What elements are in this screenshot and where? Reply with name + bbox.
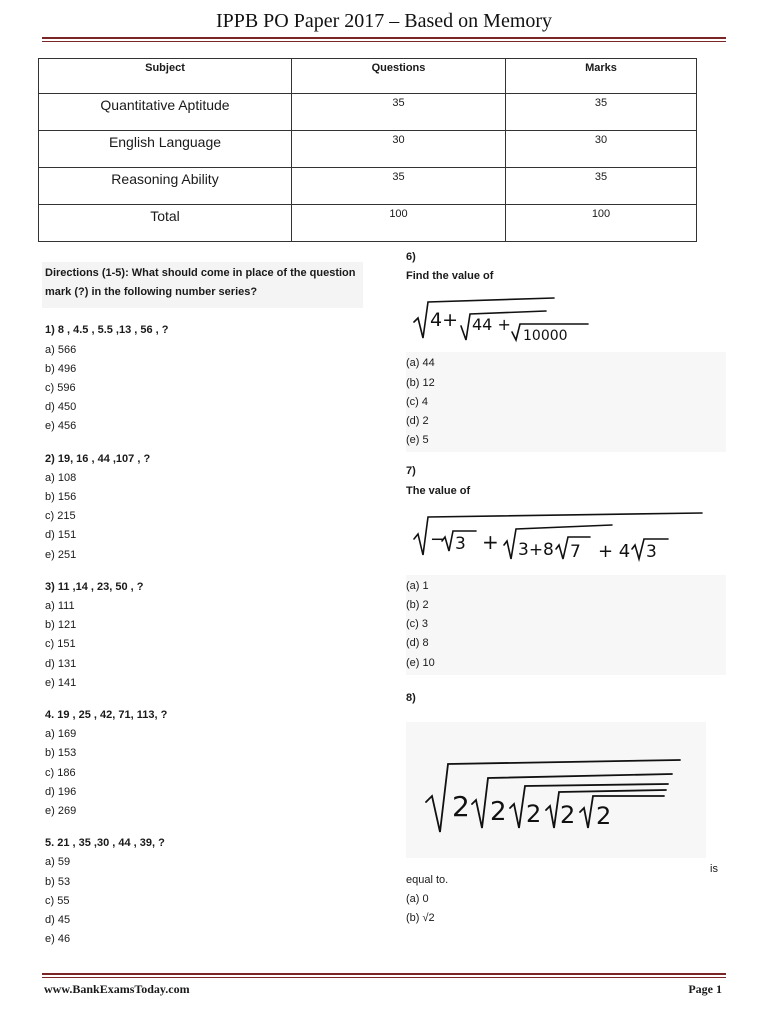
option: e) 141 bbox=[45, 676, 77, 689]
option: b) 53 bbox=[45, 875, 71, 888]
svg-text:44 +: 44 + bbox=[472, 315, 511, 335]
options-box bbox=[406, 575, 726, 675]
question-number: 6) bbox=[406, 251, 416, 263]
table-cell: English Language bbox=[39, 131, 292, 168]
option: (a) 1 bbox=[406, 579, 429, 592]
option: b) 156 bbox=[45, 491, 77, 504]
svg-text:7: 7 bbox=[570, 541, 581, 562]
svg-text:2: 2 bbox=[452, 790, 470, 824]
table-cell: 30 bbox=[292, 131, 506, 168]
option: a) 59 bbox=[45, 856, 71, 869]
option: d) 196 bbox=[45, 785, 77, 798]
option: (d) 2 bbox=[406, 415, 429, 428]
option: a) 111 bbox=[45, 600, 75, 613]
column-header: Subject bbox=[39, 59, 292, 94]
option: (b) √2 bbox=[406, 912, 435, 925]
question-number: 8) bbox=[406, 691, 416, 704]
option: d) 151 bbox=[45, 529, 77, 542]
question-block bbox=[406, 248, 726, 452]
question-block bbox=[45, 834, 365, 949]
handwritten-root-expression-6 bbox=[406, 286, 606, 348]
table-row bbox=[39, 94, 697, 131]
question-title: 2) 19, 16 , 44 ,107 , ? bbox=[45, 452, 151, 465]
option: e) 269 bbox=[45, 805, 77, 818]
option: (e) 10 bbox=[406, 656, 435, 669]
question-prompt: Find the value of bbox=[406, 270, 494, 283]
option: a) 566 bbox=[45, 343, 77, 356]
option: e) 46 bbox=[45, 933, 71, 946]
question-title: 3) 11 ,14 , 23, 50 , ? bbox=[45, 580, 144, 593]
svg-text:4+: 4+ bbox=[430, 309, 459, 332]
footer-page-number: Page 1 bbox=[688, 982, 722, 996]
table-cell: Total bbox=[39, 205, 292, 242]
right-column bbox=[406, 248, 726, 929]
footer-rule bbox=[42, 973, 726, 975]
table-cell: 35 bbox=[506, 168, 697, 205]
svg-text:+: + bbox=[482, 529, 499, 554]
table-cell: 100 bbox=[506, 205, 697, 242]
handwritten-root-expression-8 bbox=[420, 750, 690, 846]
option: c) 596 bbox=[45, 382, 76, 395]
expression-suffix: is bbox=[710, 863, 718, 876]
option: b) 121 bbox=[45, 619, 77, 632]
column-header: Questions bbox=[292, 59, 506, 94]
table-cell: 100 bbox=[292, 205, 506, 242]
summary-table bbox=[38, 58, 697, 242]
table-cell: Reasoning Ability bbox=[39, 168, 292, 205]
footer-rule-thin bbox=[42, 977, 726, 978]
option: c) 151 bbox=[45, 638, 76, 651]
table-header-row bbox=[39, 59, 697, 94]
table-cell: 35 bbox=[506, 94, 697, 131]
table-row bbox=[39, 205, 697, 242]
svg-text:10000: 10000 bbox=[523, 328, 568, 345]
svg-text:3: 3 bbox=[646, 541, 657, 562]
table-cell: Quantitative Aptitude bbox=[39, 94, 292, 131]
question-title: 1) 8 , 4.5 , 5.5 ,13 , 56 , ? bbox=[45, 324, 169, 337]
handwritten-root-expression-7 bbox=[406, 501, 706, 567]
option: c) 215 bbox=[45, 510, 76, 523]
option: a) 169 bbox=[45, 728, 77, 741]
directions-text: Directions (1-5): What should come in place of the question mark (?) in the following number series? bbox=[45, 267, 356, 299]
option: (b) 12 bbox=[406, 376, 435, 389]
table-cell: 35 bbox=[292, 94, 506, 131]
header-rule bbox=[42, 37, 726, 39]
question-tail: equal to. bbox=[406, 874, 449, 887]
svg-text:2: 2 bbox=[560, 801, 576, 830]
directions-box bbox=[42, 262, 363, 308]
table-cell: 35 bbox=[292, 168, 506, 205]
expression-area bbox=[406, 722, 726, 876]
footer-website: www.BankExamsToday.com bbox=[44, 982, 190, 996]
option: e) 251 bbox=[45, 548, 77, 561]
question-block bbox=[45, 578, 365, 693]
option: d) 45 bbox=[45, 914, 71, 927]
question-block bbox=[45, 321, 365, 436]
option: a) 108 bbox=[45, 471, 77, 484]
svg-text:2: 2 bbox=[526, 800, 542, 829]
svg-text:3+8: 3+8 bbox=[518, 539, 554, 560]
question-title: 5. 21 , 35 ,30 , 44 , 39, ? bbox=[45, 837, 165, 850]
question-number: 7) bbox=[406, 465, 416, 478]
question-block bbox=[45, 706, 365, 821]
left-column bbox=[45, 262, 365, 950]
svg-text:3: 3 bbox=[455, 533, 466, 554]
header-rule-thin bbox=[42, 41, 726, 42]
options-box bbox=[406, 352, 726, 452]
option: (a) 0 bbox=[406, 893, 429, 906]
option: (c) 3 bbox=[406, 618, 428, 631]
table-row bbox=[39, 168, 697, 205]
question-prompt: The value of bbox=[406, 484, 471, 497]
option: (a) 44 bbox=[406, 357, 435, 370]
option: (c) 4 bbox=[406, 395, 428, 408]
option: c) 186 bbox=[45, 766, 76, 779]
option: b) 496 bbox=[45, 362, 77, 375]
option: (e) 5 bbox=[406, 434, 429, 447]
table-cell: 30 bbox=[506, 131, 697, 168]
option: c) 55 bbox=[45, 894, 70, 907]
option: (b) 2 bbox=[406, 599, 429, 612]
page-title: IPPB PO Paper 2017 – Based on Memory bbox=[215, 10, 553, 32]
svg-text:2: 2 bbox=[490, 797, 507, 828]
question-block bbox=[406, 462, 726, 674]
column-header: Marks bbox=[506, 59, 697, 94]
option: d) 450 bbox=[45, 401, 77, 414]
question-block bbox=[45, 450, 365, 565]
question-block bbox=[406, 689, 726, 929]
option: e) 456 bbox=[45, 420, 77, 433]
option: (d) 8 bbox=[406, 637, 429, 650]
table-row bbox=[39, 131, 697, 168]
option: b) 153 bbox=[45, 747, 77, 760]
svg-text:2: 2 bbox=[596, 802, 612, 831]
svg-text:−: − bbox=[430, 528, 446, 550]
option: d) 131 bbox=[45, 657, 77, 670]
question-title: 4. 19 , 25 , 42, 71, 113, ? bbox=[45, 709, 168, 722]
svg-text:+ 4: + 4 bbox=[598, 540, 631, 562]
